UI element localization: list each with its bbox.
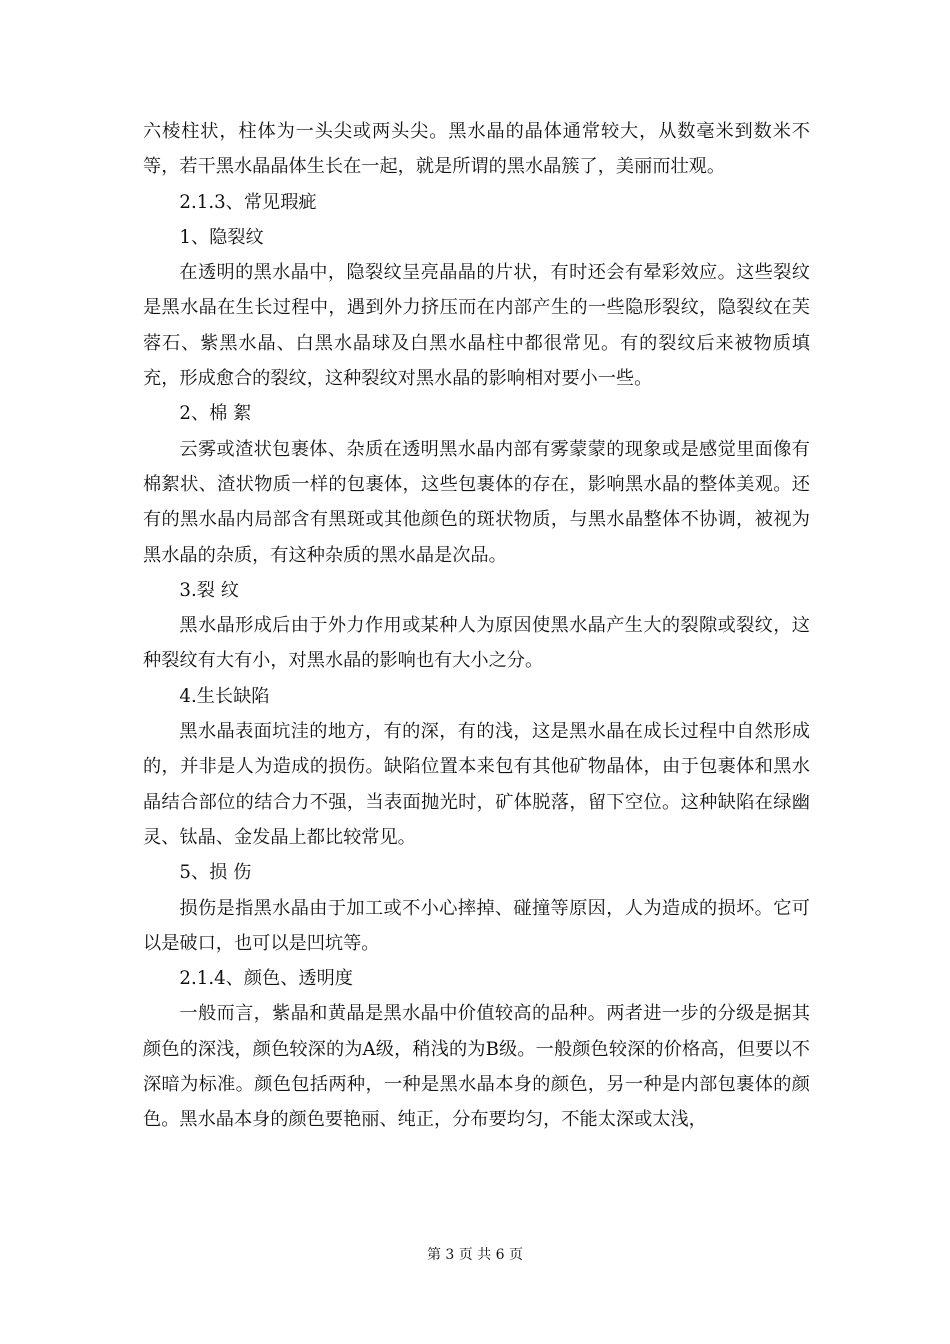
- page-footer: 第 3 页 共 6 页: [426, 1247, 524, 1263]
- paragraph-hidden-cracks: 在透明的黑水晶中，隐裂纹呈亮晶晶的片状，有时还会有晕彩效应。这些裂纹是黑水晶在生长过程中，遇到外力挤压而在内部产生的一些隐形裂纹，隐裂纹在芙蓉石、紫黑水晶、白黑水晶球及白黑水晶柱中都很常见。有的裂纹后来被物质填充，形成愈合的裂纹，这种裂纹对黑水晶的影响相对要小一些。: [143, 262, 810, 390]
- document-body: [143, 114, 810, 1138]
- subheading-hidden-cracks: 1、隐裂纹: [179, 226, 264, 248]
- subheading-cracks: 3.裂 纹: [179, 579, 239, 601]
- paragraph-color-transparency: 一般而言，紫晶和黄晶是黑水晶中价值较高的品种。两者进一步的分级是据其颜色的深浅，颜色较深的为A级，稍浅的为B级。一般颜色较深的价格高，但要以不深暗为标准。颜色包括两种，一种是黑水晶本身的颜色，另一种是内部包裹体的颜色。黑水晶本身的颜色要艳丽、纯正，分布要均匀，不能太深或太浅，: [143, 1003, 810, 1131]
- paragraph-damage: 损伤是指黑水晶由于加工或不小心摔掉、碰撞等原因，人为造成的损坏。它可以是破口，也可以是凹坑等。: [143, 897, 810, 954]
- subheading-growth-defects: 4.生长缺陷: [179, 685, 270, 707]
- subheading-cotton: 2、棉 絮: [179, 403, 252, 425]
- subheading-damage: 5、损 伤: [179, 862, 252, 884]
- paragraph-growth-defects: 黑水晶表面坑洼的地方，有的深，有的浅，这是黑水晶在成长过程中自然形成的，并非是人为造成的损伤。缺陷位置本来包有其他矿物晶体，由于包裹体和黑水晶结合部位的结合力不强，当表面抛光时，矿体脱落，留下空位。这种缺陷在绿幽灵、钛晶、金发晶上都比较常见。: [143, 721, 810, 848]
- section-heading-color-transparency: 2.1.4、颜色、透明度: [179, 968, 353, 990]
- paragraph-cracks: 黑水晶形成后由于外力作用或某种人为原因使黑水晶产生大的裂隙或裂纹，这种裂纹有大有小，对黑水晶的影响也有大小之分。: [143, 615, 810, 672]
- paragraph-cotton: 云雾或渣状包裹体、杂质在透明黑水晶内部有雾蒙蒙的现象或是感觉里面像有棉絮状、渣状物质一样的包裹体，这些包裹体的存在，影响黑水晶的整体美观。还有的黑水晶内局部含有黑斑或其他颜色的斑状物质，与黑水晶整体不协调，被视为黑水晶的杂质，有这种杂质的黑水晶是次品。: [143, 438, 810, 566]
- paragraph-crystal-shape: 六棱柱状，柱体为一头尖或两头尖。黑水晶的晶体通常较大，从数毫米到数米不等，若干黑水晶晶体生长在一起，就是所谓的黑水晶簇了，美丽而壮观。: [143, 121, 810, 178]
- section-heading-common-flaws: 2.1.3、常见瑕疵: [179, 191, 317, 213]
